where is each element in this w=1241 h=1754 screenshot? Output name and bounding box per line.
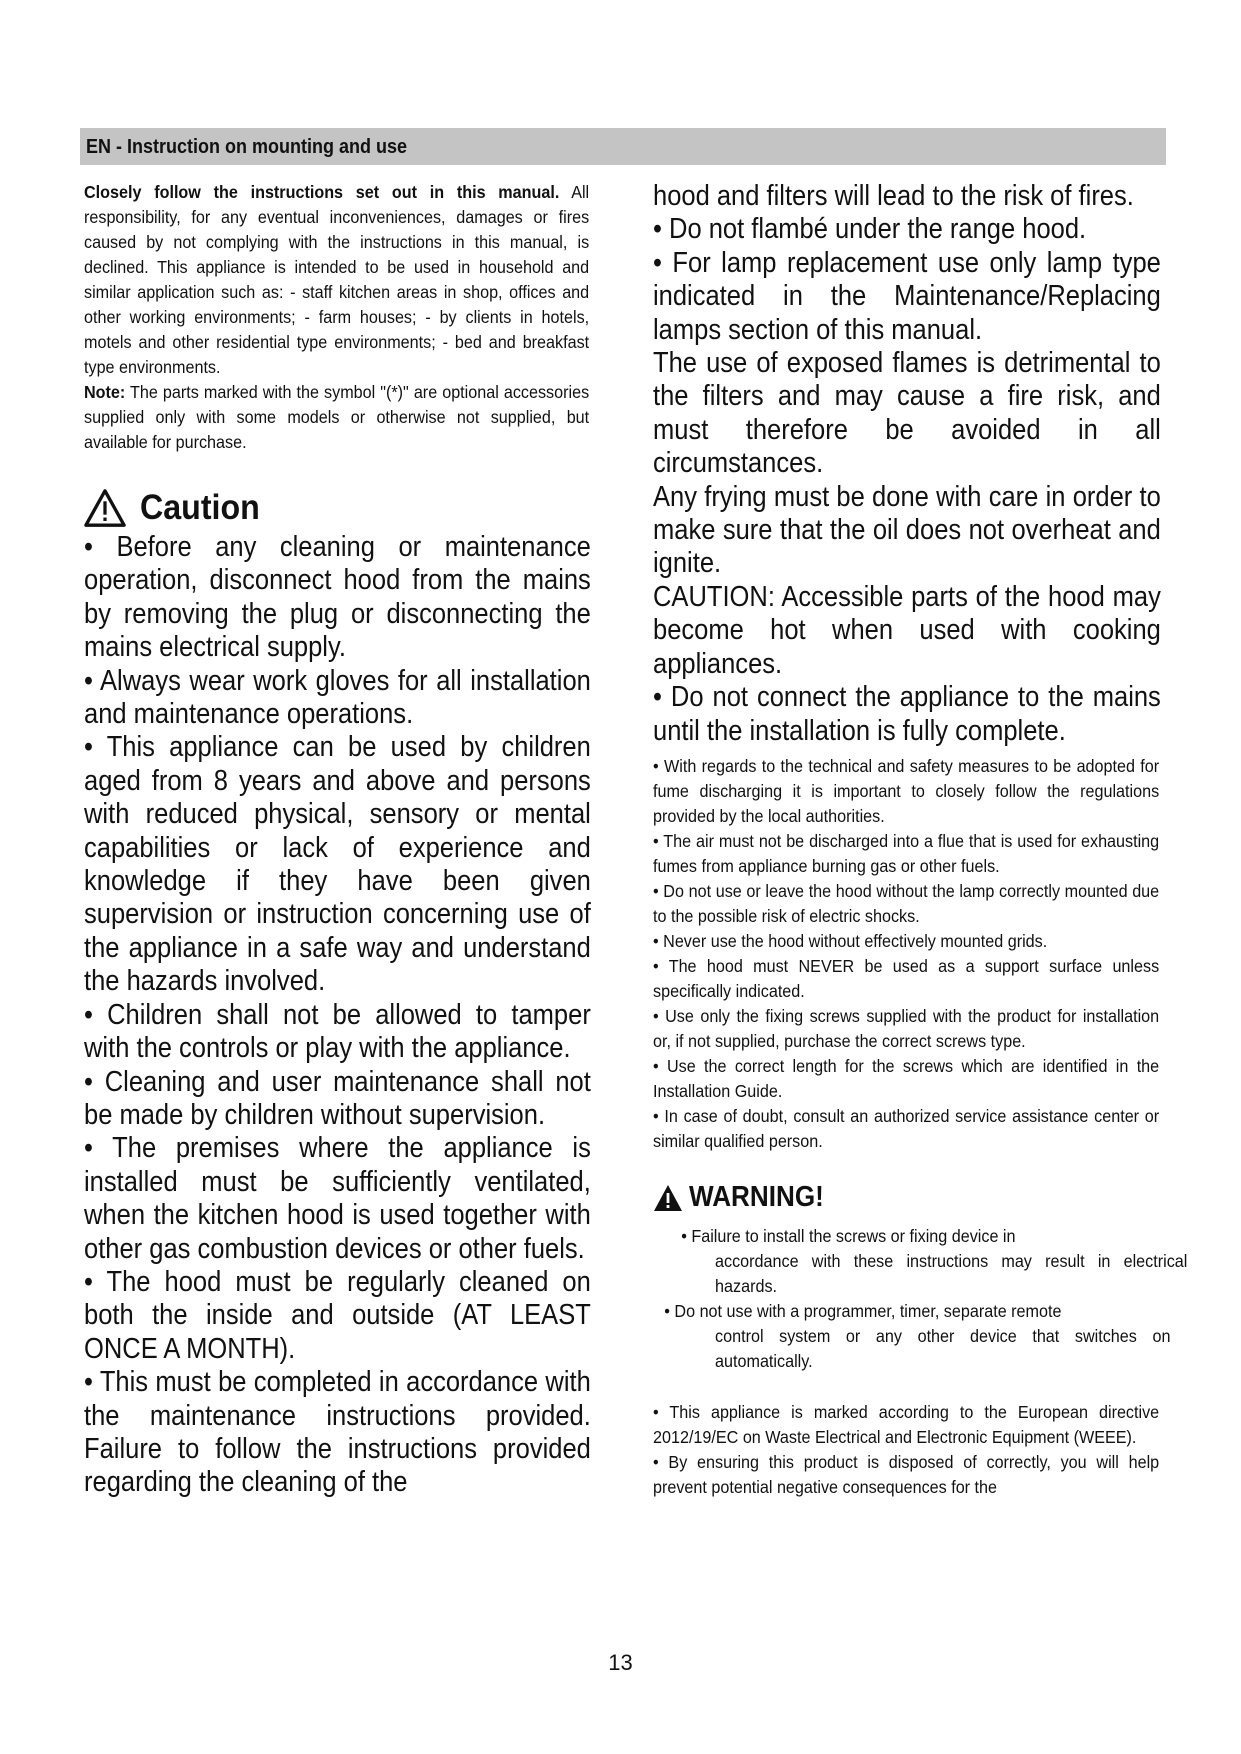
caution-item: • Cleaning and user maintenance shall not be made by children without supervision.	[84, 1065, 591, 1131]
safety-note: • The hood must NEVER be used as a support surface unless specifically indicated.	[653, 955, 1160, 1001]
safety-note: • Never use the hood without effectively mounted grids.	[653, 930, 1048, 951]
safety-item: The use of exposed flames is detrimental to the filters and may cause a fire risk, and must therefore be avoided in all circumstances.	[653, 347, 1161, 480]
caution-item: • Before any cleaning or maintenance operation, disconnect hood from the mains by removing the plug or disconnecting the mains electrical supply.	[84, 531, 591, 664]
safety-note: • Use only the fixing screws supplied with the product for installation or, if not supplied, purchase the correct screws type.	[653, 1005, 1160, 1051]
warning-item	[653, 1224, 1187, 1299]
caution-title: Caution	[140, 488, 260, 527]
safety-item: Any frying must be done with care in order to make sure that the oil does not overheat and ignite.	[653, 480, 1161, 580]
caution-item: • Always wear work gloves for all installation and maintenance operations.	[84, 664, 591, 731]
caution-item: • This must be completed in accordance with the maintenance instructions provided. Failure to follow the instructions provided regarding the cleaning of the	[84, 1366, 591, 1499]
caution-item: • The premises where the appliance is installed must be sufficiently ventilated, when the kitchen hood is used together with other gas combustion devices or other fuels.	[84, 1132, 591, 1265]
note-label: Note:	[84, 382, 126, 402]
section-title: EN - Instruction on mounting and use	[86, 136, 407, 158]
note-text: The parts marked with the symbol "(*)" are optional accessories supplied only with some models or otherwise not supplied, but available for purchase.	[84, 382, 590, 452]
safety-note: • Do not use or leave the hood without the lamp correctly mounted due to the possible risk of electric shocks.	[653, 880, 1160, 926]
warning-heading	[653, 1178, 1161, 1218]
weee-note: • This appliance is marked according to the European directive 2012/19/EC on Waste Electrical and Electronic Equipment (WEEE).	[653, 1401, 1160, 1447]
warning-triangle-icon	[84, 487, 126, 529]
intro-bold: Closely follow the instructions set out in this manual.	[84, 182, 560, 202]
warning-filled-triangle-icon	[653, 1184, 683, 1212]
warning-item-rest: accordance with these instructions may result in electrical hazards.	[715, 1250, 1188, 1296]
weee-note: • By ensuring this product is disposed of correctly, you will help prevent potential negative consequences for the	[653, 1451, 1160, 1497]
caution-item: • The hood must be regularly cleaned on both the inside and outside (AT LEAST ONCE A MONTH).	[84, 1265, 591, 1365]
right-column	[653, 180, 1188, 1500]
caution-heading	[84, 485, 591, 531]
warning-title: WARNING!	[689, 1181, 824, 1214]
section-header	[80, 128, 1166, 165]
page-number: 13	[608, 1650, 633, 1675]
safety-note: • In case of doubt, consult an authorized service assistance center or similar qualified person.	[653, 1105, 1160, 1151]
warning-item-rest: control system or any other device that switches on automatically.	[715, 1325, 1171, 1371]
caution-item: • Children shall not be allowed to tamper with the controls or play with the appliance.	[84, 998, 591, 1065]
safety-note: • The air must not be discharged into a flue that is used for exhausting fumes from appliance burning gas or other fuels.	[653, 830, 1160, 876]
safety-item: • Do not flambé under the range hood.	[653, 213, 1087, 246]
safety-item: • Do not connect the appliance to the mains until the installation is fully complete.	[653, 681, 1161, 747]
intro-text: All responsibility, for any eventual inconveniences, damages or fires caused by not complying with the instructions in this manual, is declined. This appliance is intended to be used in household and similar application such as: - staff kitchen areas in shop, offices and other working environments; - farm houses; - by clients in hotels, motels and other residential type environments; - bed and breakfast type environments.	[84, 182, 590, 377]
caution-item: • This appliance can be used by children aged from 8 years and above and persons with reduced physical, sensory or mental capabilities or lack of experience and knowledge if they have been given supervision or instruction concerning use of the appliance in a safe way and understand the hazards involved.	[84, 731, 591, 998]
warning-item	[653, 1299, 1170, 1374]
note-paragraph	[84, 380, 589, 455]
safety-note: • Use the correct length for the screws which are identified in the Installation Guide.	[653, 1055, 1160, 1101]
safety-item: CAUTION: Accessible parts of the hood may become hot when used with cooking appliances.	[653, 580, 1161, 680]
intro-paragraph	[84, 180, 589, 380]
warning-item-first: • Do not use with a programmer, timer, separate remote	[664, 1300, 1062, 1321]
safety-item: • For lamp replacement use only lamp type indicated in the Maintenance/Replacing lamps section of this manual.	[653, 246, 1161, 346]
warning-list	[653, 1224, 1188, 1374]
safety-note: • With regards to the technical and safety measures to be adopted for fume discharging it is important to closely follow the regulations provided by the local authorities.	[653, 755, 1160, 826]
safety-item: hood and filters will lead to the risk of fires.	[653, 180, 1134, 212]
warning-item-first: • Failure to install the screws or fixing device in	[681, 1225, 1016, 1246]
left-column	[84, 180, 591, 1500]
